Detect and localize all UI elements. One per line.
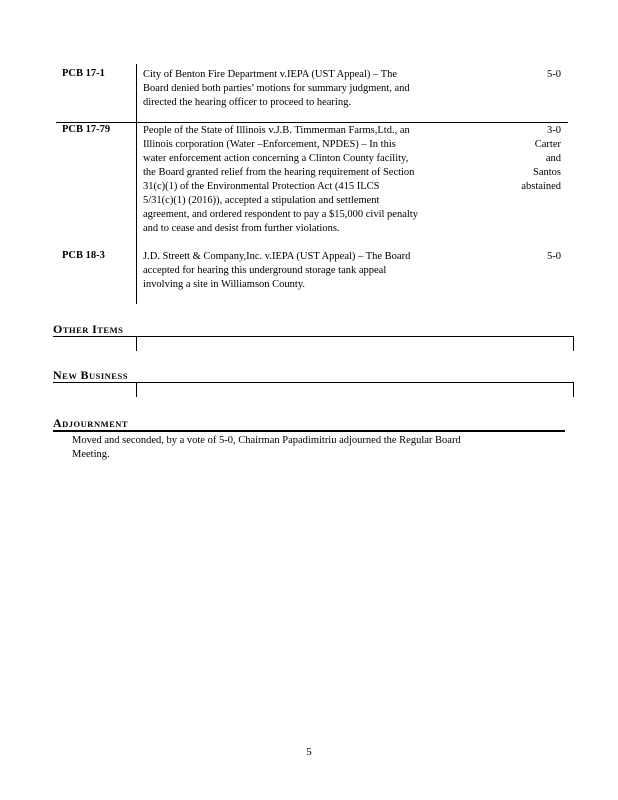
case-line: water enforcement action concerning a Clinton County facility, xyxy=(143,153,409,164)
case-line: directed the hearing officer to proceed to hearing. xyxy=(143,97,351,108)
page-number: 5 xyxy=(306,746,312,758)
other-items-heading xyxy=(53,322,123,337)
case-number: PCB 18-3 xyxy=(62,250,105,261)
vote-line: and xyxy=(545,153,561,164)
case-line: Illinois corporation (Water –Enforcement, NPDES) – In this xyxy=(143,139,396,150)
vote-line: 3-0 xyxy=(547,125,561,136)
vote-line: 5-0 xyxy=(547,69,561,80)
heading-initial: O xyxy=(53,322,63,336)
vote-line: abstained xyxy=(521,181,561,192)
case-line: 31(c)(1) of the Environmental Protection Act (415 ILCS xyxy=(143,181,380,192)
case-number: PCB 17-79 xyxy=(62,124,111,135)
heading-initial: A xyxy=(53,416,63,430)
case-line: and to cease and desist from further violations. xyxy=(143,223,340,234)
vote-tally xyxy=(521,124,561,194)
heading-initial: N xyxy=(53,368,63,382)
case-number: PCB 17-1 xyxy=(62,68,105,79)
new-business-heading xyxy=(53,368,128,383)
heading-initial: I xyxy=(92,322,98,336)
case-line: People of the State of Illinois v.J.B. Timmerman Farms,Ltd., an xyxy=(143,125,410,136)
other-items-box xyxy=(136,336,574,351)
table-divider-line xyxy=(136,64,137,304)
heading-underline xyxy=(53,382,137,383)
case-description xyxy=(143,68,448,110)
heading-rest: USINESS xyxy=(88,371,128,381)
heading-underline xyxy=(53,336,137,337)
new-business-box xyxy=(136,382,574,397)
heading-rest: TEMS xyxy=(97,325,124,335)
case-description xyxy=(143,124,448,236)
heading-underline xyxy=(53,430,565,432)
adjournment-line: Moved and seconded, by a vote of 5-0, Chairman Papadimitriu adjourned the Regular Board xyxy=(72,435,461,446)
case-line: Board denied both parties’ motions for summary judgment, and xyxy=(143,83,410,94)
case-line: involving a site in Williamson County. xyxy=(143,279,306,290)
heading-rest: THER xyxy=(62,325,89,335)
case-line: J.D. Streett & Company,Inc. v.IEPA (UST Appeal) – The Board xyxy=(143,251,411,262)
vote-tally xyxy=(547,68,561,82)
case-line: agreement, and ordered respondent to pay a $15,000 civil penalty xyxy=(143,209,418,220)
heading-initial: B xyxy=(80,368,89,382)
case-line: 5/31(c)(1) (2016)), accepted a stipulation and settlement xyxy=(143,195,380,206)
adjournment-line: Meeting. xyxy=(72,449,110,460)
vote-line: Santos xyxy=(532,167,561,178)
vote-tally xyxy=(547,250,561,264)
heading-rest: EW xyxy=(62,371,78,381)
case-line: accepted for hearing this underground storage tank appeal xyxy=(143,265,387,276)
adjournment-heading xyxy=(53,416,128,431)
case-description xyxy=(143,250,448,292)
heading-rest: DJOURNMENT xyxy=(62,419,129,429)
vote-line: Carter xyxy=(534,139,561,150)
case-line: the Board granted relief from the hearing requirement of Section xyxy=(143,167,415,178)
case-line: City of Benton Fire Department v.IEPA (UST Appeal) – The xyxy=(143,69,398,80)
vote-line: 5-0 xyxy=(547,251,561,262)
adjournment-text xyxy=(72,434,542,462)
row-separator-line xyxy=(56,122,568,123)
